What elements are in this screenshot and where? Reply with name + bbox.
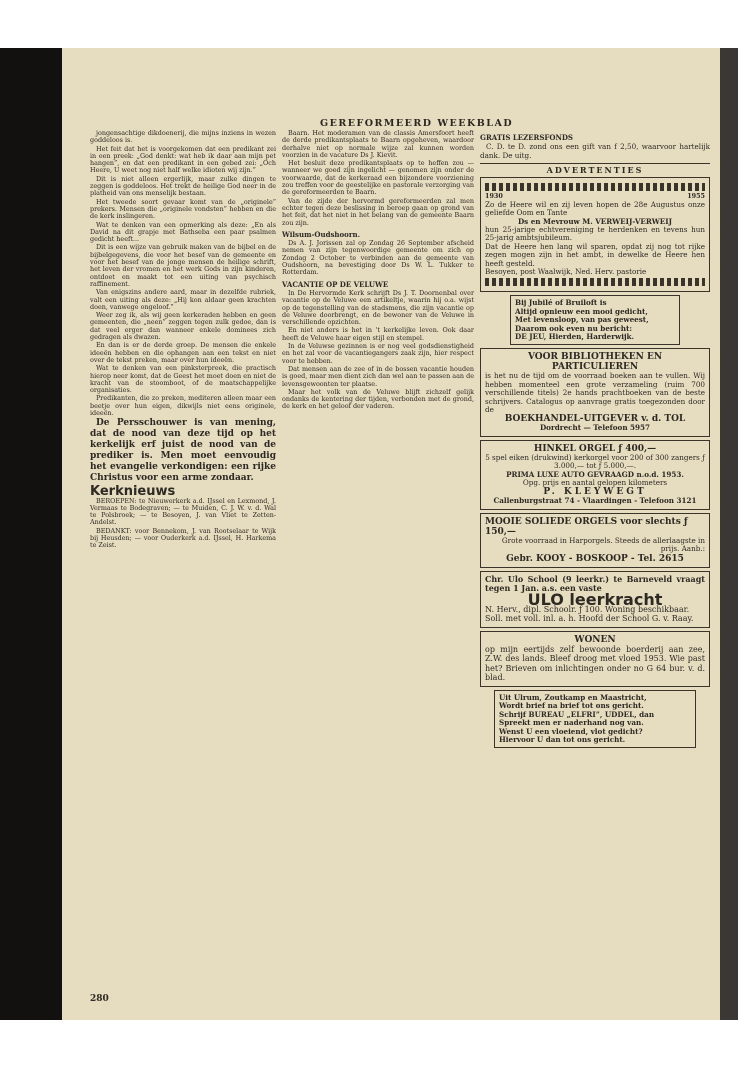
- paragraph: Dit is niet alleen ergerlijk, maar zulke dingen te zeggen is goddeloos. Het trekt de heilige God neer in de platheid van ons menselijk bestaan.: [90, 174, 276, 198]
- year-left: 1930: [485, 192, 503, 201]
- bib-firm: BOEKHANDEL-UITGEVER v. d. TOL: [504, 414, 686, 425]
- ulo-apply: Soll. met voll. inl. a. h. Hoofd der School G. v. Raay.: [485, 614, 694, 624]
- ornament-border: [485, 278, 705, 286]
- ad-line: Altijd opnieuw een mooi gedicht,: [515, 306, 648, 316]
- wonen-ad: [480, 631, 710, 687]
- ulo-ad: [480, 571, 710, 628]
- paragraph: En dan is er de derde groep. De mensen die enkele ideeën hebben en die ophangen aan een tekst en niet over de tekst preken, maar over hun ideeën.: [90, 341, 276, 364]
- subheading: Wilsum-Oudshoorn.: [282, 229, 361, 239]
- paragraph: En niet anders is het in 't kerkelijke leven. Ook daar heeft de Veluwe haar eigen stijl en stempel.: [282, 326, 474, 342]
- orgels-text: Grote voorraad in Harporgels. Steeds de allerlaagste in prijs. Aanb.:: [501, 535, 705, 554]
- paragraph: In de Veluwse gezinnen is er nog veel godsdienstigheid en het zal voor de vacantiegangers zaak zijn, hier respect voor te hebben.: [282, 342, 474, 365]
- gratis-text: C. D. te D. zond ons een gift van f 2,50, waarvoor hartelijk dank. De uitg.: [480, 142, 710, 160]
- subheading: VACANTIE OP DE VELUWE: [282, 279, 389, 289]
- ulo-intro: Chr. Ulo School (9 leerkr.) te Barneveld vraagt tegen 1 Jan. a.s. een vaste: [485, 573, 705, 594]
- paragraph: Het tweede soort gevaar komt van de „originele” prekers. Mensen die „originele vondsten” hebben en die de kerk inslingeren.: [90, 197, 276, 221]
- hinkel-ad: [480, 440, 710, 510]
- column-2: [282, 130, 474, 412]
- ad-line: Wenst U een vloeiend, vlot gedicht?: [499, 726, 643, 736]
- closing-statement: De Persschouwer is van mening, dat de nood van deze tijd op het kerkelijk erf juist de nood van de prediker is. Men moet eenvoudig het evangelie verkondigen: een rijke Christus voor een arme zondaar.: [90, 418, 276, 484]
- paragraph: Van de zijde der hervormd gereformeerden zal men echter tegen deze beslissing in beroep gaan op grond van het feit, dat het niet in het belang van de gemeente Baarn zou zijn.: [282, 196, 474, 227]
- kooy: Gebr. KOOY - BOSKOOP - Tel. 2615: [506, 553, 684, 564]
- paragraph: Het besluit deze predikantsplaats op te heffen zou — wanneer we goed zijn ingelicht — genomen zijn onder de voorwaarde, dat de kerkeraad een bijzondere voorziening zou treffen voor de geestelijke en pastorale verzorging van de gereformeerden te Baarn.: [282, 159, 474, 197]
- elfri-ad: [494, 690, 696, 748]
- paragraph: Baarn. Het moderamen van de classis Amersfoort heeft de derde predikantsplaats te Baarn opgeheven, waardoor derhalve niet op normale wijze zal kunnen worden voorzien in de vacature Ds J. Kievit.: [282, 129, 474, 159]
- ad-line: Met levensloop, van pas geweest,: [515, 315, 649, 325]
- jubilee-line: Dat de Heere hen lang wil sparen, opdat zij nog tot rijke zegen mogen zijn in het ambt, in dewelke de Heere hen heeft gesteld.: [485, 241, 705, 268]
- paragraph: Ds A. J. Jorissen zal op Zondag 26 September afscheid nemen van zijn tegenwoordige gemeente om zich op Zondag 2 October te verbinden aan de gemeente van Oudshoorn, na bevestiging door Ds W. L. Tukker te Rotterdam.: [282, 239, 474, 277]
- jubilee-line: Zo de Heere wil en zij leven hopen de 28e Augustus onze geliefde Oom en Tante: [485, 199, 705, 218]
- wonen-title: WONEN: [574, 634, 616, 645]
- orgels-ad: [480, 513, 710, 568]
- scan-left-edge: [0, 48, 62, 1020]
- luxe-sub: Opg. prijs en aantal gelopen kilometers: [522, 478, 668, 488]
- paragraph: Het feit dat het is voorgekomen dat een predikant zei in een preek: „God denkt: wat heb ik daar aan mijn pet hangen”, en dat een predikant in een gebed zei: „Och Heere, U weet nog niet half welke idioten wij zijn.”: [90, 144, 276, 175]
- ad-line: Wordt brief na brief tot ons gericht.: [499, 701, 644, 711]
- jubilee-names: Ds en Mevrouw M. VERWEIJ-VERWEIJ: [517, 216, 673, 226]
- jubilee-line: hun 25-jarige echtvereniging te herdenken en tevens hun 25-jarig ambtsjubileum.: [485, 224, 705, 243]
- year-right: 1955: [687, 192, 705, 201]
- orgels-title: MOOIE SOLIEDE ORGELS voor slechts ƒ 150,—: [485, 516, 688, 537]
- page-header: GEREFORMEERD WEEKBLAD: [320, 118, 514, 129]
- bibliotheek-ad: [480, 348, 710, 436]
- scan-right-edge: [720, 48, 738, 1020]
- ad-line: DE JEU, Hierden, Harderwijk.: [515, 331, 635, 341]
- kerknieuws-entry: BEDANKT: voor Bennekom, J. van Rootselaar te Wijk bij Heusden; — voor Ouderkerk a.d. IJssel, H. Harkema te Zeist.: [90, 526, 276, 550]
- paragraph: Predikanten, die zo preken, mediteren alleen maar een beetje over hun eigen, dikwijls niet eens originele, ideeën.: [90, 394, 276, 417]
- column-3-ads: [480, 130, 710, 751]
- paragraph: Van enigszins andere aard, maar in dezelfde rubriek, valt een uiting als deze: „Hij kon aldaar geen krachten doen, vanwege ongeloof.”: [90, 288, 276, 311]
- ulo-text: N. Herv., dipl. Schoolr. ƒ 100. Woning beschikbaar.: [485, 604, 690, 614]
- paragraph: Dit is een wijze van gebruik maken van de bijbel en de bijbelgegevens, die voor het besef van de gemeente en voor het besef van de jonge mensen de heilige schrift, het leven der vromen en het werk Gods in zijn kinderen, ontdoet en maakt tot een uiting van psychisch raffinement.: [90, 243, 276, 288]
- kerknieuws-entry: BEROEPEN: te Nieuwerkerk a.d. IJssel en Lexmond, J. Vermaas te Bodegraven; — te Muiden, C. J. W. v. d. Wal te Polsbroek; — te Besoyen, J. van Vliet te Zetten-Andelst.: [90, 496, 276, 527]
- ad-line: Uit Ulrum, Zoutkamp en Maastricht,: [499, 692, 647, 702]
- ulo-title: ULO leerkracht: [527, 589, 663, 609]
- advertenties-title: ADVERTENTIES: [546, 165, 644, 176]
- wonen-text: op mijn eertijds zelf bewoonde boerderij aan zee, Z.W. des lands. Bleef droog met vloed 1953. Wie past het? Brieven om inlichtingen onder no G 64 bur. v. d. blad.: [485, 644, 705, 683]
- bib-title: VOOR BIBLIOTHEKEN EN PARTICULIEREN: [527, 352, 663, 373]
- dejeu-ad: [510, 295, 680, 345]
- ad-line: Hiervoor U dan tot ons gericht.: [499, 735, 626, 744]
- paragraph: Weer zeg ik, als wij geen kerkeraden hebben en geen gemeenten, die „neen” zeggen tegen zulk gedoe, dan is dat veel erger dan wanneer enkele dominees zich gedragen als dwazen.: [90, 311, 276, 342]
- page-number: 280: [90, 994, 109, 1004]
- paragraph: Dat mensen aan de zee of in de bossen vacantie houden is goed, maar men dient zich dan wel aan te passen aan de levensgewoonten ter plaatse.: [282, 364, 474, 388]
- gratis-title: GRATIS LEZERSFONDS: [480, 133, 573, 142]
- newspaper-page: [62, 48, 720, 1020]
- scan-background: [0, 48, 738, 1020]
- luxe-auto: PRIMA LUXE AUTO GEVRAAGD n.o.d. 1953.: [506, 469, 684, 479]
- ad-line: Schrijf BUREAU „ELFRI”, UDDEL, dan: [499, 709, 655, 719]
- paragraph: Wat te denken van een pinksterpreek, die practisch hierop neer komt, dat de Geest het moet doen en niet de kracht van de stoomboot, of de maatschappelijke organisaties.: [90, 364, 276, 395]
- jubilee-announcement: [480, 177, 710, 292]
- paragraph: Wat te denken van een opmerking als deze: „En als David na dit grapje met Bathseba een paar psalmen gedicht heeft...: [90, 220, 276, 244]
- kleywegt: P. KLEYWEGT: [543, 487, 647, 498]
- paragraph: In De Hervormde Kerk schrijft Ds J. T. Doornenbal over vacantie op de Veluwe een artikeltje, waarin hij o.a. wijst op de tegenstelling van de stadsmens, die zijn vacantie op de Veluwe doorbrengt, en de bewoner van de Veluwe in verschillende opzichten.: [282, 288, 474, 327]
- kleywegt-address: Callenburgstraat 74 - Vlaardingen - Telefoon 3121: [493, 496, 697, 506]
- bib-text: is het nu de tijd om de voorraad boeken aan te vullen. Wij hebben momenteel een grote verzameling (ruim 700 verschillende titels) 2e hands prachtboeken van de beste schrijvers. Catalogus op aanvrage gratis toegezonden door de: [485, 371, 705, 415]
- ad-line: Daarom ook even nu bericht:: [515, 323, 633, 333]
- divider: [480, 163, 710, 164]
- jubilee-line: Besoyen, post Waalwijk, Ned. Herv. pastorie: [485, 266, 647, 276]
- ad-line: Bij Jubilé of Bruiloft is: [515, 298, 607, 308]
- bib-address: Dordrecht — Telefoon 5957: [539, 423, 651, 433]
- section-title-kerknieuws: Kerknieuws: [90, 484, 176, 500]
- hinkel-text: 5 spel eiken (drukwind) kerkorgel voor 200 of 300 zangers ƒ 3.000,— tot ƒ 5.000,—.: [485, 452, 705, 471]
- paragraph: Maar het volk van de Veluwe blijft zichzelf gelijk ondanks de kentering der tijden, verbonden met de grond, de kerk en het geloof der vaderen.: [282, 387, 474, 411]
- column-1: [90, 130, 276, 551]
- paragraph: jongensachtige dikdoenerij, die mijns inziens in wezen goddeloos is.: [90, 129, 276, 145]
- ornament-border: [485, 183, 705, 191]
- hinkel-title: HINKEL ORGEL ƒ 400,—: [533, 443, 657, 454]
- ad-line: Spreekt men er naderhand nog van.: [499, 718, 644, 728]
